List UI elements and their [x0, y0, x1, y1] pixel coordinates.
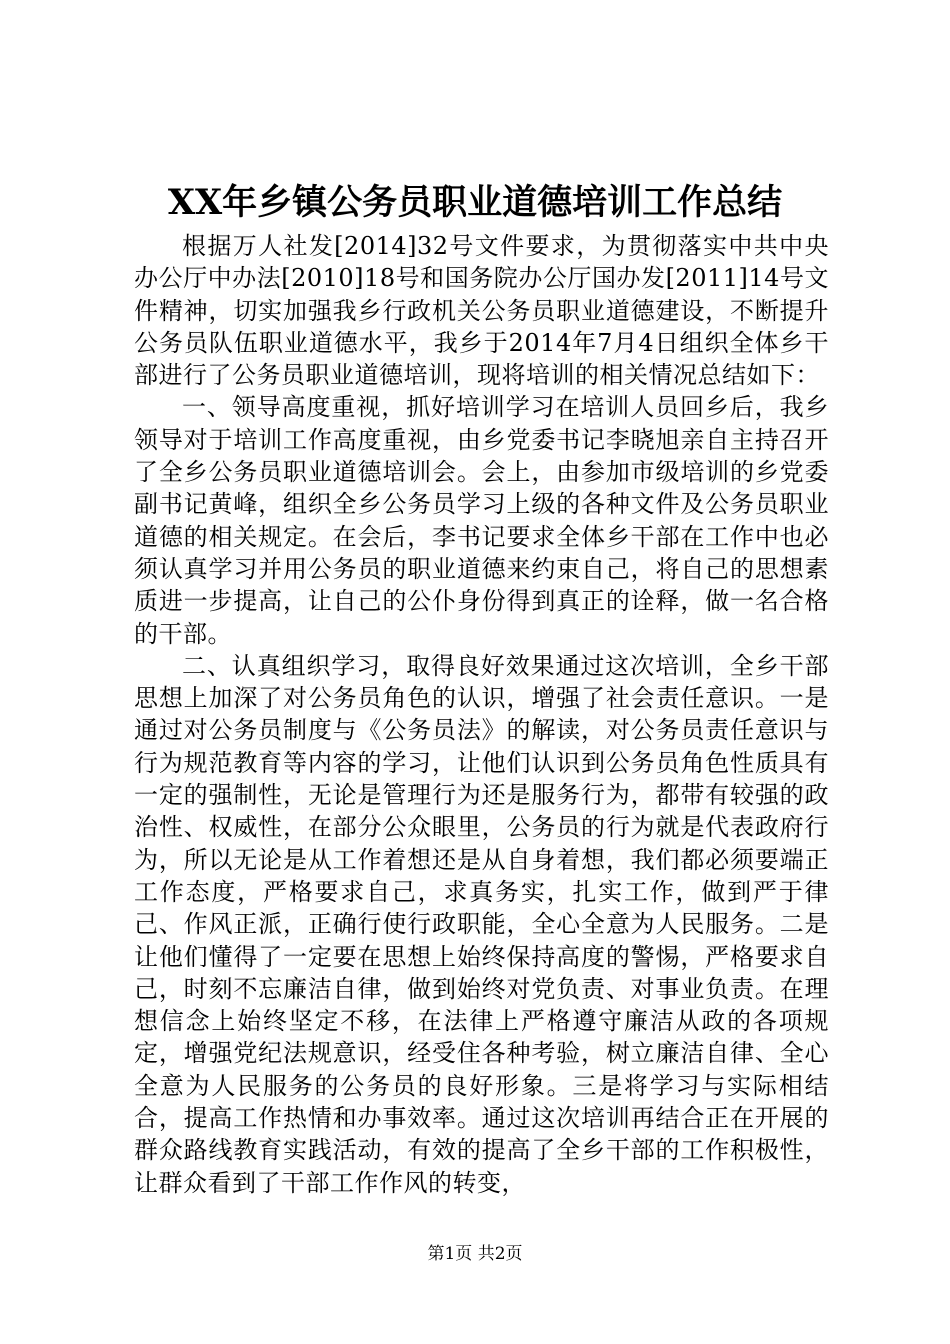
paragraph-section-1: 一、领导高度重视，抓好培训学习在培训人员回乡后，我乡领导对于培训工作高度重视，由乡党委书记李晓旭亲自主持召开了全乡公务员职业道德培训会。会上，由参加市级培训的乡党委副书记黄峰，组织全乡公务员学习上级的各种文件及公务员职业道德的相关规定。在会后，李书记要求全体乡干部在工作中也必须认真学习并用公务员的职业道德来约束自己，将自己的思想素质进一步提高，让自己的公仆身份得到真正的诠释，做一名合格的干部。	[134, 393, 829, 648]
document-title: XX年乡镇公务员职业道德培训工作总结	[167, 182, 783, 223]
page-footer: 第1页 共2页	[427, 1244, 523, 1264]
paragraph-intro: 根据万人社发[2014]32号文件要求，为贯彻落实中共中央办公厅中办法[2010]18号和国务院办公厅国办发[2011]14号文件精神，切实加强我乡行政机关公务员职业道德建设，不断提升公务员队伍职业道德水平，我乡于2014年7月4日组织全体乡干部进行了公务员职业道德培训，现将培训的相关情况总结如下：	[134, 232, 829, 390]
document-body	[134, 230, 829, 1199]
paragraph-section-2: 二、认真组织学习，取得良好效果通过这次培训，全乡干部思想上加深了对公务员角色的认识，增强了社会责任意识。一是通过对公务员制度与《公务员法》的解读，对公务员责任意识与行为规范教育等内容的学习，让他们认识到公务员角色性质具有一定的强制性，无论是管理行为还是服务行为，都带有较强的政治性、权威性，在部分公众眼里，公务员的行为就是代表政府行为，所以无论是从工作着想还是从自身着想，我们都必须要端正工作态度，严格要求自己，求真务实，扎实工作，做到严于律己、作风正派，正确行使行政职能，全心全意为人民服务。二是让他们懂得了一定要在思想上始终保持高度的警惕，严格要求自己，时刻不忘廉洁自律，做到始终对党负责、对事业负责。在理想信念上始终坚定不移，在法律上严格遵守廉洁从政的各项规定，增强党纪法规意识，经受住各种考验，树立廉洁自律、全心全意为人民服务的公务员的良好形象。三是将学习与实际相结合，提高工作热情和办事效率。通过这次培训再结合正在开展的群众路线教育实践活动，有效的提高了全乡干部的工作积极性，让群众看到了干部工作作风的转变，	[134, 651, 829, 1197]
